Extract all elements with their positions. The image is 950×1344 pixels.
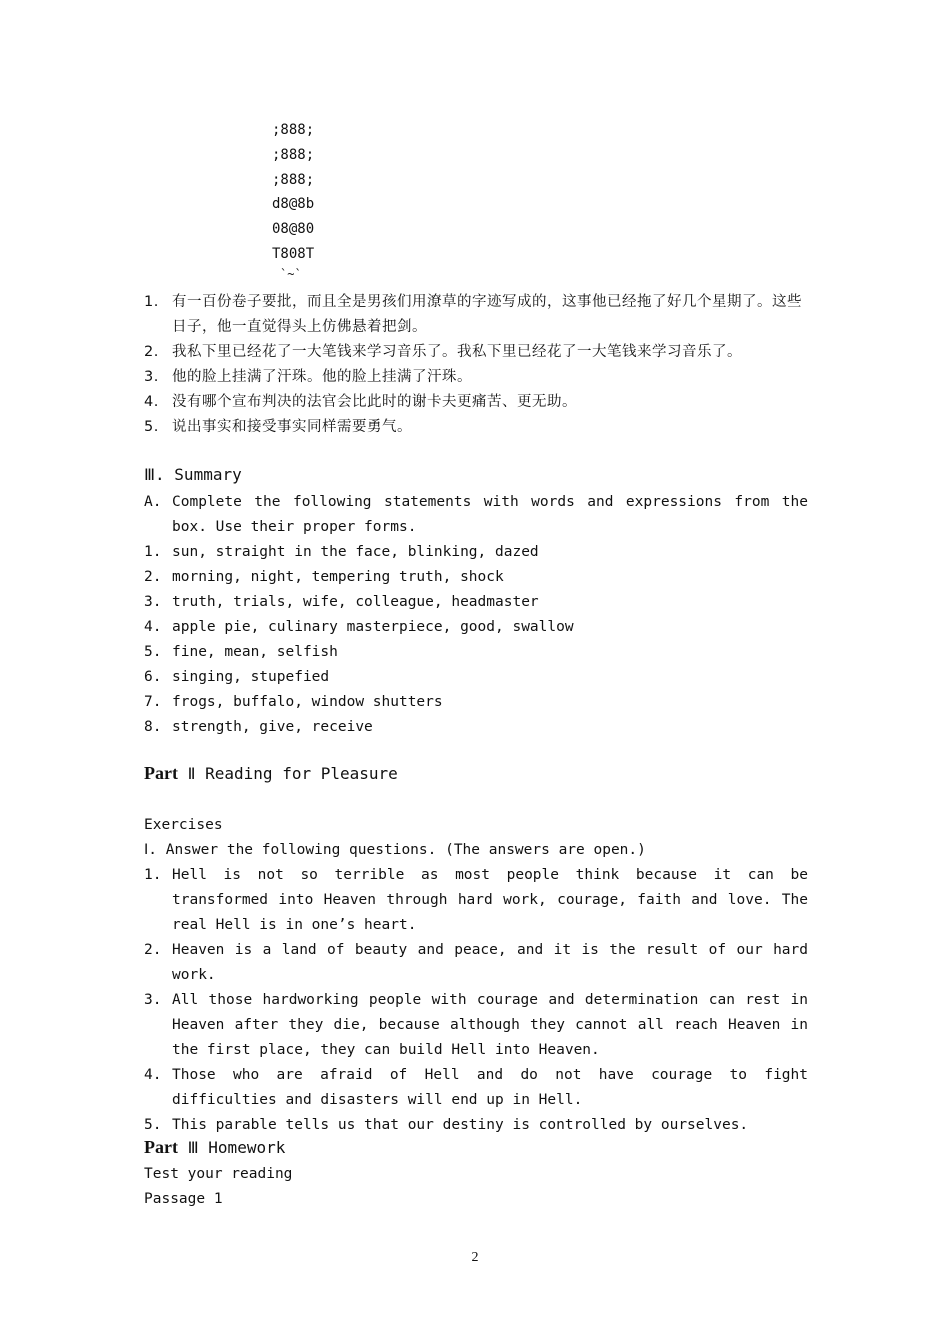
page-number: 2 xyxy=(471,1250,479,1265)
item-text: Hell is not so terrible as most people think because it can be transformed into Heaven through hard work, courage, faith and love. The real Hell is in one’s heart. xyxy=(172,867,808,933)
instruction xyxy=(144,490,808,540)
list-item xyxy=(144,938,808,988)
list-item xyxy=(144,540,808,565)
item-text: 有一百份卷子要批，而且全是男孩们用潦草的字迹写成的，这事他已经拖了好几个星期了。这些日子，他一直觉得头上仿佛悬着把剑。 xyxy=(172,294,802,335)
homework-line: Test your reading xyxy=(144,1166,293,1182)
list-item xyxy=(144,365,808,390)
ascii-line: ;888; xyxy=(272,122,315,138)
list-item xyxy=(144,715,808,740)
list-item xyxy=(144,863,808,938)
item-text: This parable tells us that our destiny is controlled by ourselves. xyxy=(172,1117,749,1133)
list-item xyxy=(144,615,808,640)
item-number: A. xyxy=(144,494,162,510)
item-text: truth, trials, wife, colleague, headmaster xyxy=(172,594,539,610)
item-text: 他的脸上挂满了汗珠。他的脸上挂满了汗珠。 xyxy=(172,369,472,385)
list-item xyxy=(144,590,808,615)
part-label: Part xyxy=(144,763,178,783)
ascii-line: d8@8b xyxy=(272,196,315,213)
question-heading: Ⅰ. Answer the following questions. (The answers are open.) xyxy=(144,842,646,858)
list-item xyxy=(144,390,808,415)
item-text: 没有哪个宣布判决的法官会比此时的谢卡夫更痛苦、更无助。 xyxy=(172,394,577,410)
item-text: Heaven is a land of beauty and peace, and it is the result of our hard work. xyxy=(172,942,808,983)
item-number: 8. xyxy=(144,719,162,735)
item-number: 3. xyxy=(144,992,162,1008)
ascii-line: 08@80 xyxy=(272,221,315,238)
part-label: Part xyxy=(144,1137,178,1157)
item-number: 5. xyxy=(144,644,162,660)
item-text: fine, mean, selfish xyxy=(172,644,338,660)
item-number: 1. xyxy=(144,544,162,560)
list-item xyxy=(144,1063,808,1113)
item-number: 2. xyxy=(144,344,159,360)
list-item xyxy=(144,565,808,590)
item-text: Complete the following statements with words and expressions from the box. Use their proper forms. xyxy=(172,494,808,535)
item-number: 5. xyxy=(144,1117,162,1133)
ascii-line: `~` xyxy=(280,266,302,281)
item-text: singing, stupefied xyxy=(172,669,330,685)
ascii-art xyxy=(272,118,314,281)
part3-heading xyxy=(144,1134,808,1161)
part-title: Ⅲ Homework xyxy=(187,1138,286,1157)
list-item xyxy=(144,690,808,715)
item-number: 3. xyxy=(144,594,162,610)
item-number: 4. xyxy=(144,1067,162,1083)
item-text: sun, straight in the face, blinking, dazed xyxy=(172,544,539,560)
item-text: Those who are afraid of Hell and do not have courage to fight difficulties and disasters will end up in Hell. xyxy=(172,1067,808,1108)
list-item xyxy=(144,665,808,690)
item-number: 6. xyxy=(144,669,162,685)
item-number: 2. xyxy=(144,569,162,585)
list-item xyxy=(144,415,808,440)
item-number: 4. xyxy=(144,394,159,410)
list-item xyxy=(144,988,808,1063)
summary-heading: Ⅲ. Summary xyxy=(144,465,242,484)
item-text: 说出事实和接受事实同样需要勇气。 xyxy=(172,419,412,435)
item-number: 1. xyxy=(144,867,162,883)
list-item xyxy=(144,340,808,365)
item-number: 2. xyxy=(144,942,162,958)
item-text: frogs, buffalo, window shutters xyxy=(172,694,443,710)
answer-list xyxy=(144,863,808,1138)
list-item xyxy=(144,640,808,665)
summary-section xyxy=(144,490,808,740)
item-number: 1. xyxy=(144,294,159,310)
exercises-label: Exercises xyxy=(144,817,223,833)
item-number: 7. xyxy=(144,694,162,710)
item-text: strength, give, receive xyxy=(172,719,373,735)
ascii-line: ;888; xyxy=(272,171,315,188)
part-title: Ⅱ Reading for Pleasure xyxy=(187,764,398,783)
part2-heading xyxy=(144,760,808,787)
item-text: All those hardworking people with courage and determination can rest in Heaven after they die, because although they cannot all reach Heaven in the first place, they can build Hell into Heaven. xyxy=(172,992,808,1058)
item-text: apple pie, culinary masterpiece, good, swallow xyxy=(172,619,574,635)
item-number: 4. xyxy=(144,619,162,635)
ascii-line: ;888; xyxy=(272,146,315,163)
item-number: 3. xyxy=(144,369,159,385)
item-number: 5. xyxy=(144,419,159,435)
translation-list xyxy=(144,290,808,440)
item-text: 我私下里已经花了一大笔钱来学习音乐了。我私下里已经花了一大笔钱来学习音乐了。 xyxy=(172,344,742,360)
ascii-line: T808T xyxy=(272,245,315,262)
passage-label: Passage 1 xyxy=(144,1191,223,1207)
item-text: morning, night, tempering truth, shock xyxy=(172,569,504,585)
list-item xyxy=(144,290,808,340)
